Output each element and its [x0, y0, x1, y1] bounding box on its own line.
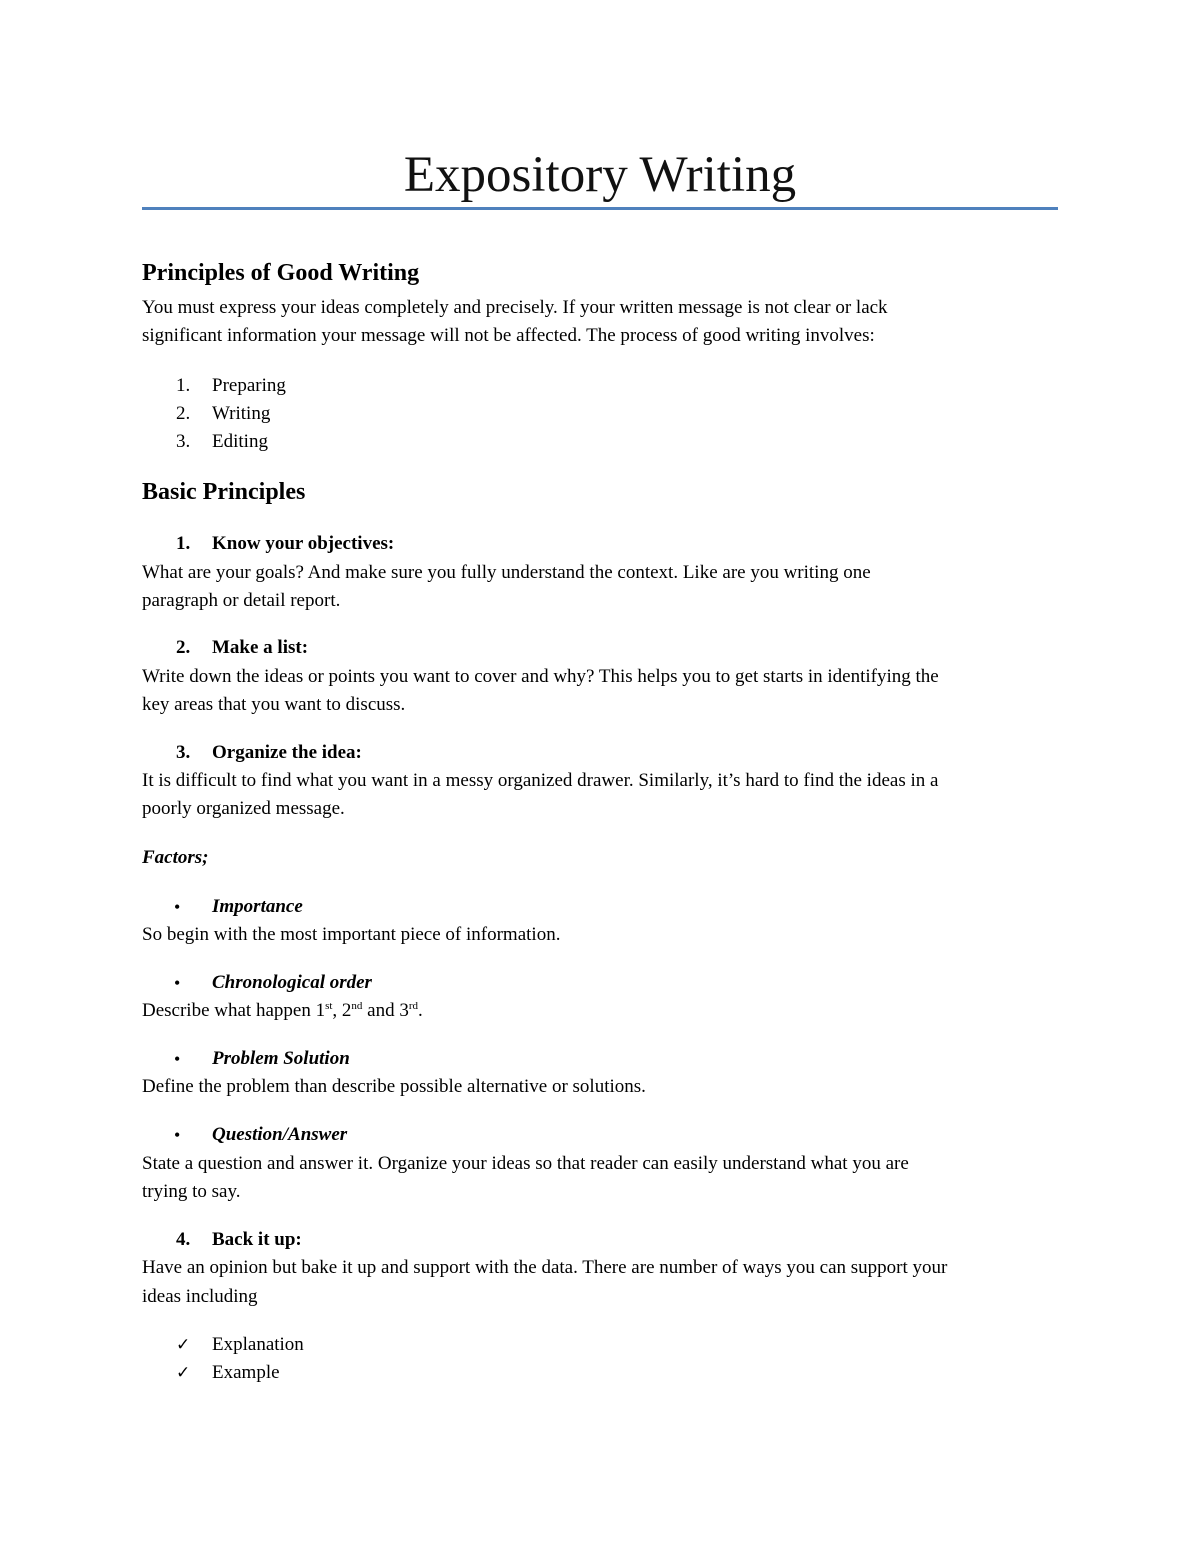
- factor-text-line: trying to say.: [142, 1181, 241, 1202]
- checklist-label: Example: [212, 1362, 280, 1383]
- factor-label: Problem Solution: [212, 1048, 350, 1069]
- principle-number: 4.: [176, 1229, 191, 1250]
- ordinal-suffix: rd: [408, 1000, 419, 1012]
- bullet-icon: •: [174, 897, 181, 917]
- list-item-label: Writing: [212, 403, 271, 424]
- principle-number: 2.: [176, 637, 191, 658]
- bullet-icon: •: [174, 1125, 181, 1145]
- factor-text-part: .: [418, 1000, 423, 1021]
- heading-basic-principles: Basic Principles: [142, 479, 306, 505]
- principle-text-line: poorly organized message.: [142, 798, 345, 819]
- factors-label: Factors;: [142, 847, 209, 868]
- principle-text-line: It is difficult to find what you want in a messy organized drawer. Similarly, it’s hard to find the ideas in a: [142, 770, 939, 791]
- intro-paragraph-line-2: significant information your message will not be affected. The process of good writing involves:: [142, 325, 875, 346]
- principle-label: Make a list:: [212, 637, 309, 658]
- principle-number: 3.: [176, 742, 191, 763]
- factor-label: Importance: [212, 896, 303, 917]
- factor-text-line: So begin with the most important piece of information.: [142, 924, 561, 945]
- factor-label: Chronological order: [212, 972, 372, 993]
- factor-text-part: , 2: [332, 1000, 352, 1021]
- principle-text-line: What are your goals? And make sure you fully understand the context. Like are you writing one: [142, 562, 871, 583]
- ordinal-suffix: st: [325, 1000, 333, 1012]
- checkmark-icon: ✓: [176, 1335, 191, 1355]
- factor-text-part: Describe what happen 1: [142, 1000, 326, 1021]
- factor-label: Question/Answer: [212, 1124, 348, 1145]
- principle-label: Back it up:: [212, 1229, 302, 1250]
- factor-text-part: and 3: [362, 1000, 409, 1021]
- factor-text-line: Define the problem than describe possible alternative or solutions.: [142, 1076, 646, 1097]
- document-title: Expository Writing: [403, 147, 797, 203]
- ordinal-suffix: nd: [351, 1000, 363, 1012]
- principle-text-line: Write down the ideas or points you want to cover and why? This helps you to get starts in identifying the: [142, 666, 939, 687]
- principle-text-line: paragraph or detail report.: [142, 590, 341, 611]
- principle-label: Organize the idea:: [212, 742, 362, 763]
- bullet-icon: •: [174, 973, 181, 993]
- list-item-label: Editing: [212, 431, 268, 452]
- factor-text-line: State a question and answer it. Organize your ideas so that reader can easily understand what you are: [142, 1153, 909, 1174]
- list-number: 2.: [176, 403, 191, 424]
- title-underline: [142, 207, 1058, 210]
- bullet-icon: •: [174, 1049, 181, 1069]
- factor-text-line: [142, 997, 1058, 1026]
- principle-text-line: key areas that you want to discuss.: [142, 694, 406, 715]
- principle-label: Know your objectives:: [212, 533, 395, 554]
- checklist-label: Explanation: [212, 1334, 304, 1355]
- list-number: 1.: [176, 375, 191, 396]
- principle-number: 1.: [176, 533, 191, 554]
- list-number: 3.: [176, 431, 191, 452]
- principle-text-line: Have an opinion but bake it up and support with the data. There are number of ways you can support your: [142, 1257, 948, 1278]
- checkmark-icon: ✓: [176, 1363, 191, 1383]
- intro-paragraph-line-1: You must express your ideas completely and precisely. If your written message is not clear or lack: [142, 297, 888, 318]
- list-item-label: Preparing: [212, 375, 286, 396]
- principle-text-line: ideas including: [142, 1286, 258, 1307]
- heading-principles-of-good-writing: Principles of Good Writing: [142, 260, 420, 286]
